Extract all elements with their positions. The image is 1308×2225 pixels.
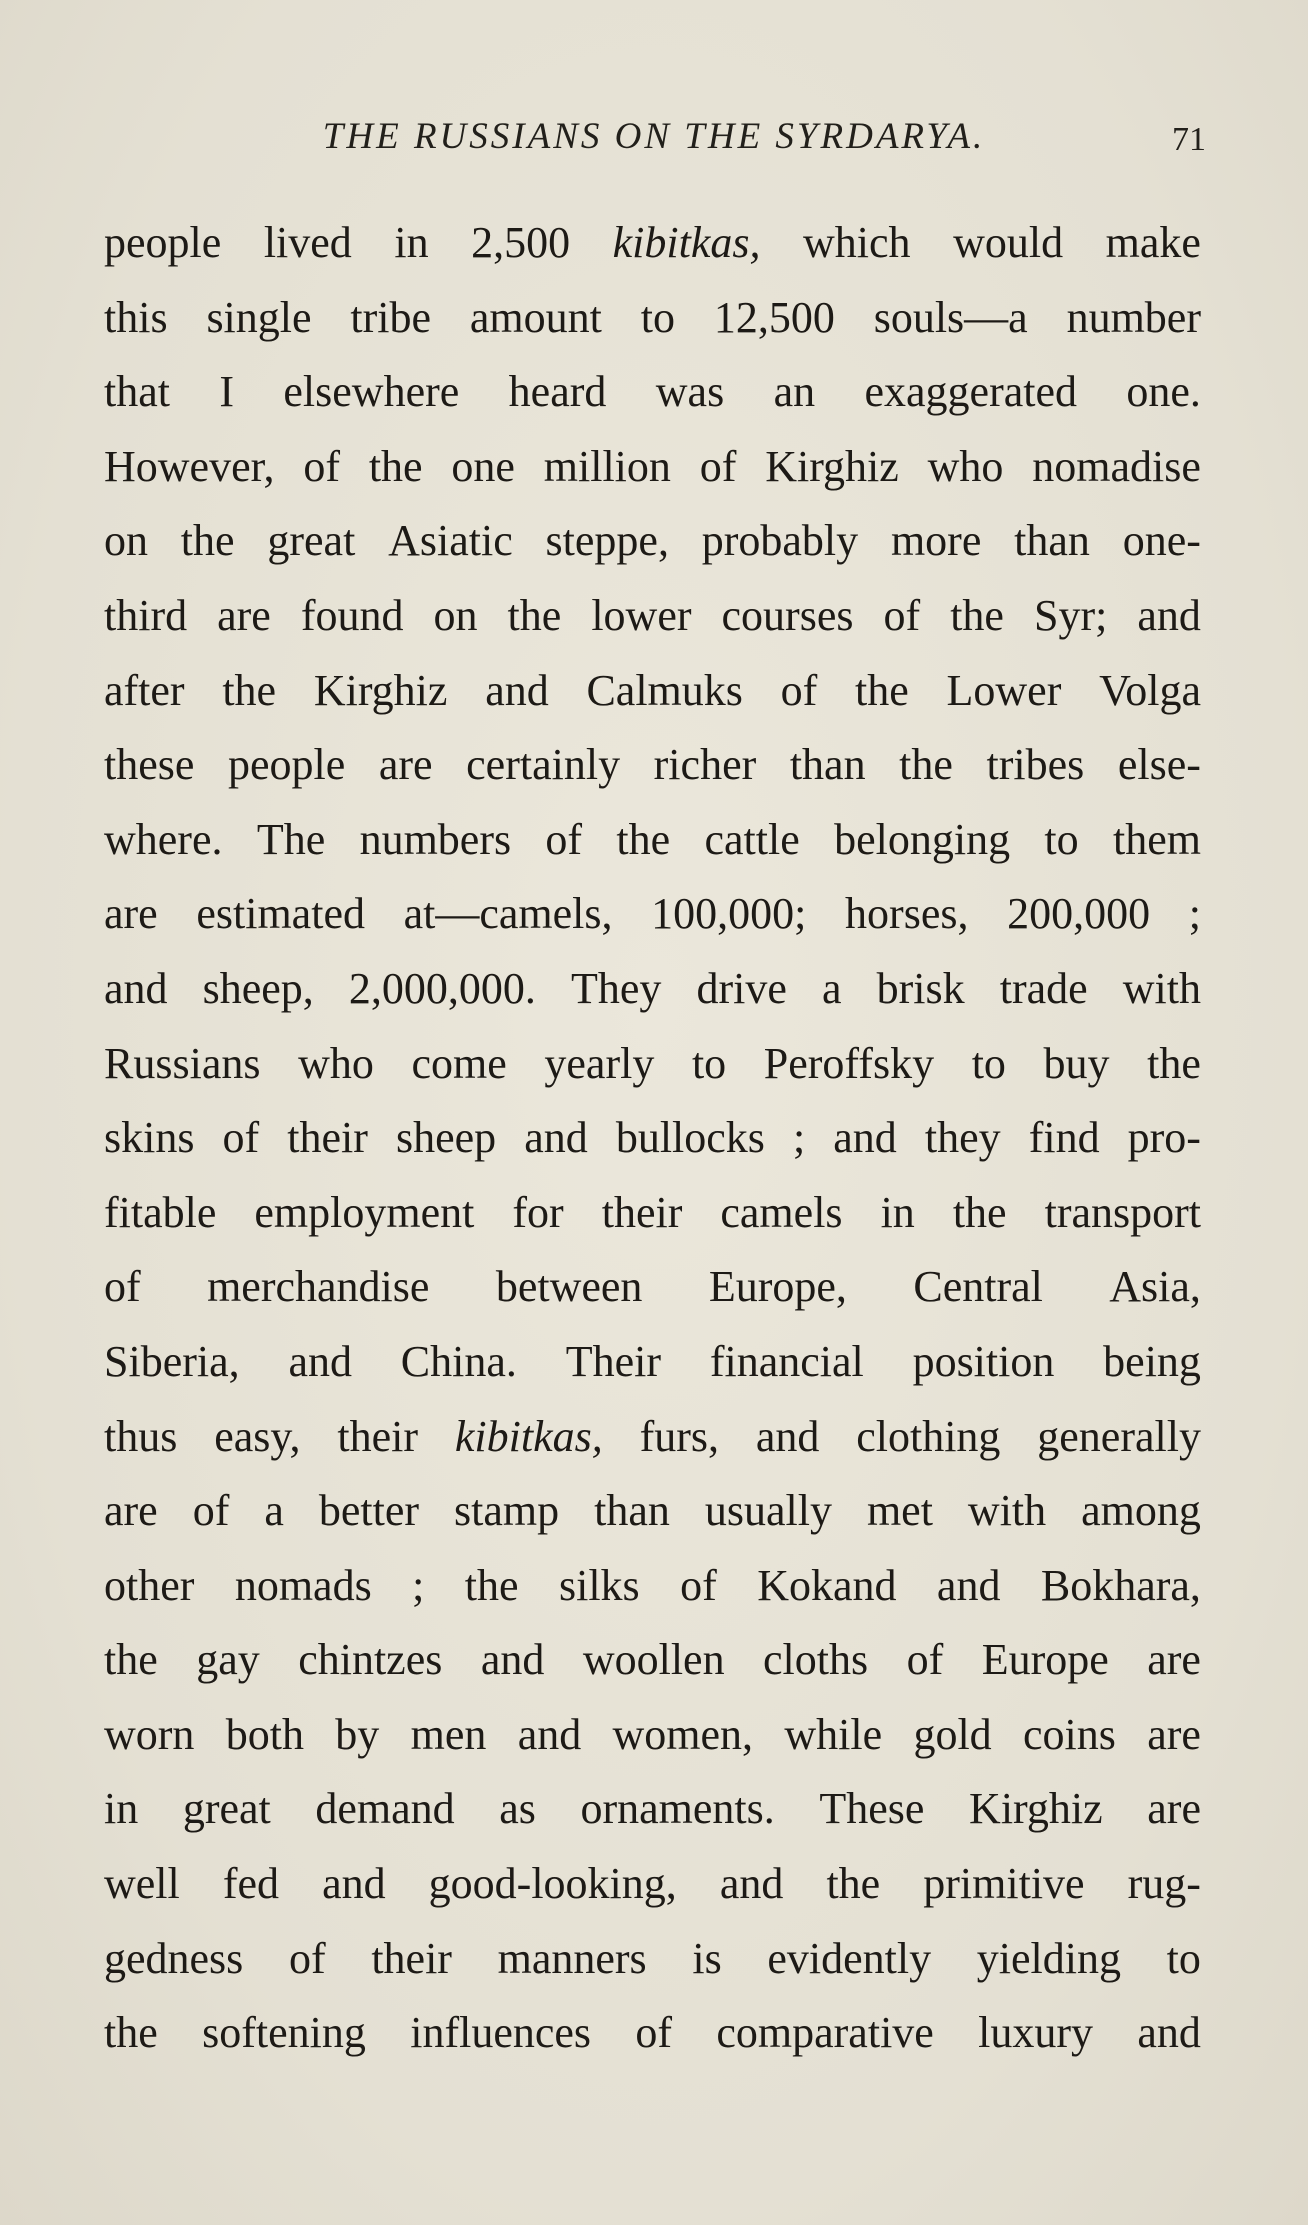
word: Calmuks (586, 665, 743, 715)
word: their (337, 1411, 419, 1461)
word: Asia, (1109, 1262, 1201, 1312)
word: pro- (1127, 1113, 1201, 1163)
word: transport (1044, 1187, 1201, 1237)
word: people (104, 218, 222, 267)
word: on (104, 516, 148, 566)
word: one. (1126, 367, 1201, 417)
word: buy (1043, 1038, 1110, 1088)
word: elsewhere (283, 367, 460, 417)
word: the (616, 814, 671, 864)
word: financial (709, 1336, 864, 1386)
word: are (1147, 1709, 1201, 1759)
word: softening (202, 2008, 366, 2058)
word: single (206, 292, 312, 342)
text-line (104, 803, 1201, 878)
word: than (1014, 516, 1090, 566)
word: between (495, 1262, 643, 1312)
word: However, (104, 441, 275, 491)
word: souls—a (873, 292, 1028, 342)
running-title: THE RUSSIANS ON THE SYRDARYA. (322, 116, 986, 157)
word: and (524, 1113, 588, 1163)
word: probably (701, 516, 859, 566)
text-line (104, 728, 1201, 803)
word: generally (1037, 1411, 1201, 1461)
word: to (640, 292, 675, 342)
text-line (104, 1027, 1201, 1102)
word: men (410, 1709, 487, 1759)
word: great (267, 516, 356, 566)
text-line (104, 355, 1201, 430)
word: to (971, 1038, 1006, 1088)
text-line (104, 654, 1201, 729)
word: brisk (876, 963, 965, 1013)
word: kibitkas, (454, 1411, 603, 1461)
word: cloths (763, 1635, 869, 1685)
text-line (104, 206, 1201, 281)
word: a (264, 1486, 284, 1536)
word: are (217, 590, 271, 640)
word: are (1147, 1784, 1201, 1834)
word: ; (412, 1560, 425, 1610)
word: Kirghiz (969, 1784, 1103, 1834)
word: after (104, 665, 185, 715)
word: them (1112, 814, 1201, 864)
word: the (899, 740, 953, 790)
word: the (104, 2008, 158, 2058)
word: number (1066, 292, 1201, 342)
word: and (719, 1859, 784, 1909)
word: Kirghiz (313, 665, 448, 715)
word: among (1081, 1486, 1201, 1536)
text-line (104, 1772, 1201, 1847)
word: both (225, 1709, 304, 1759)
word: on (433, 590, 478, 640)
word: employment (254, 1187, 475, 1237)
word: They (571, 963, 662, 1013)
text-line (104, 1698, 1201, 1773)
word: come (411, 1038, 507, 1088)
word: are (378, 740, 433, 790)
word: with (1122, 963, 1201, 1013)
text-line (104, 877, 1201, 952)
word: women, (612, 1709, 754, 1759)
text-line (104, 1250, 1201, 1325)
text-line (104, 504, 1201, 579)
word: courses (721, 590, 854, 640)
word: the (222, 665, 277, 715)
word: was (655, 367, 725, 417)
word: primitive (923, 1859, 1085, 1909)
word: Russians (104, 1038, 261, 1088)
word: is (692, 1933, 722, 1983)
word: and (485, 665, 549, 715)
word: Kirghiz (765, 441, 899, 491)
word: woollen (582, 1635, 725, 1685)
text-line (104, 1922, 1201, 1997)
word: this (104, 292, 168, 342)
word: skins (104, 1113, 195, 1163)
word: rug- (1127, 1859, 1201, 1909)
word: easy, (214, 1411, 301, 1461)
text-line (104, 1400, 1201, 1475)
word: found (300, 590, 404, 640)
text-line (104, 1325, 1201, 1400)
word: and (104, 963, 168, 1013)
word: than (594, 1486, 670, 1536)
word: and (288, 1336, 352, 1386)
word: their (287, 1113, 368, 1163)
word: camels (720, 1187, 843, 1237)
word: of (303, 441, 340, 491)
word: to (1044, 814, 1079, 864)
word: of (780, 665, 818, 715)
word: and (480, 1635, 545, 1685)
word: the (952, 1187, 1007, 1237)
text-line (104, 1101, 1201, 1176)
word: met (866, 1486, 933, 1536)
word: in (394, 218, 429, 267)
word: Kokand (757, 1560, 897, 1610)
word: where. (104, 814, 223, 864)
word: influences (410, 2008, 592, 2058)
word: ornaments. (580, 1784, 775, 1834)
word: gold (913, 1709, 992, 1759)
word: would (953, 218, 1064, 267)
text-line (104, 1176, 1201, 1251)
word: to (691, 1038, 727, 1088)
word: tribes (986, 740, 1085, 790)
word: kibitkas, (612, 218, 761, 267)
text-line (104, 579, 1201, 654)
word: ; (1188, 889, 1201, 939)
word: for (512, 1187, 564, 1237)
word: the (180, 516, 235, 566)
word: and (322, 1859, 386, 1909)
word: the (464, 1560, 519, 1610)
word: sheep (395, 1113, 497, 1163)
word: of (680, 1560, 717, 1610)
word: of (192, 1486, 230, 1536)
word: stamp (454, 1486, 560, 1536)
word: make (1105, 218, 1201, 267)
word: one- (1122, 516, 1201, 566)
word: evidently (767, 1933, 932, 1983)
word: other (104, 1560, 195, 1610)
word: are (104, 889, 158, 939)
word: fed (222, 1859, 280, 1909)
word: good-looking, (428, 1859, 677, 1909)
word: These (819, 1784, 925, 1834)
word: and (833, 1113, 897, 1163)
word: and (1137, 590, 1201, 640)
word: bullocks (615, 1113, 765, 1163)
word: Central (913, 1262, 1043, 1312)
text-line (104, 952, 1201, 1027)
word: by (335, 1709, 380, 1759)
word: Bokhara, (1040, 1560, 1201, 1610)
word: the (104, 1635, 158, 1685)
word: trade (999, 963, 1088, 1013)
word: horses, (845, 889, 969, 939)
word: of (545, 814, 583, 864)
word: in (880, 1187, 915, 1237)
word: coins (1023, 1709, 1116, 1759)
word: and (755, 1411, 820, 1461)
word: at—camels, (403, 889, 613, 939)
word: manners (497, 1933, 647, 1983)
text-line (104, 1549, 1201, 1624)
word: fitable (104, 1187, 217, 1237)
word: of (699, 441, 737, 491)
word: cattle (704, 814, 800, 864)
word: while (784, 1709, 883, 1759)
word: million (543, 441, 671, 491)
word: of (635, 2008, 673, 2058)
word: ; (792, 1113, 806, 1163)
word: amount (469, 292, 602, 342)
text-line (104, 1474, 1201, 1549)
word: these (104, 740, 195, 790)
word: furs, (639, 1411, 719, 1461)
word: the (1147, 1038, 1201, 1088)
word: gay (196, 1635, 260, 1685)
word: numbers (359, 814, 512, 864)
word: of (906, 1635, 944, 1685)
word: belonging (834, 814, 1011, 864)
word: that (104, 367, 170, 417)
word: great (182, 1784, 271, 1834)
word: 12,500 (713, 292, 835, 342)
word: with (967, 1486, 1047, 1536)
running-head (104, 112, 1204, 162)
word: 200,000 (1007, 889, 1151, 939)
word: 100,000; (651, 889, 807, 939)
word: find (1028, 1113, 1100, 1163)
word: who (927, 441, 1004, 491)
word: heard (508, 367, 607, 417)
word: position (912, 1336, 1055, 1386)
word: one (451, 441, 515, 491)
word: and (517, 1709, 582, 1759)
word: merchandise (207, 1262, 430, 1312)
word: are (1147, 1635, 1201, 1685)
word: which (803, 218, 911, 267)
word: of (222, 1113, 260, 1163)
word: thus (104, 1411, 178, 1461)
word: The (256, 814, 326, 864)
text-line (104, 281, 1201, 356)
word: and (936, 1560, 1001, 1610)
word: the (855, 665, 909, 715)
word: demand (315, 1784, 455, 1834)
word: Their (565, 1336, 662, 1386)
word: Lower (946, 665, 1062, 715)
word: as (499, 1784, 536, 1834)
word: tribe (350, 292, 432, 342)
word: well (104, 1859, 180, 1909)
word: yearly (544, 1038, 655, 1088)
word: being (1103, 1336, 1201, 1386)
word: to (1166, 1933, 1201, 1983)
word: lower (591, 590, 692, 640)
word: Siberia, (104, 1336, 240, 1386)
word: of (288, 1933, 326, 1983)
text-line (104, 1996, 1201, 2071)
word: estimated (196, 889, 365, 939)
word: else- (1117, 740, 1201, 790)
word: worn (104, 1709, 195, 1759)
word: silks (558, 1560, 640, 1610)
word: a (822, 963, 842, 1013)
word: chintzes (298, 1635, 443, 1685)
text-line (104, 1623, 1201, 1698)
word: Europe (981, 1635, 1109, 1685)
word: their (371, 1933, 452, 1983)
word: more (890, 516, 982, 566)
word: of (104, 1262, 141, 1312)
word: Volga (1099, 665, 1201, 715)
word: they (924, 1113, 1001, 1163)
word: comparative (716, 2008, 934, 2058)
word: Europe, (708, 1262, 847, 1312)
word: Syr; (1033, 590, 1108, 640)
text-line (104, 1847, 1201, 1922)
word: are (104, 1486, 158, 1536)
word: than (789, 740, 866, 790)
word: exaggerated (864, 367, 1078, 417)
word: richer (653, 740, 757, 790)
word: their (601, 1187, 683, 1237)
word: an (773, 367, 816, 417)
word: steppe, (545, 516, 669, 566)
page-number: 71 (1172, 121, 1206, 158)
word: the (368, 441, 423, 491)
word: the (950, 590, 1004, 640)
word: drive (696, 963, 787, 1013)
word: yielding (976, 1933, 1121, 1983)
word: luxury (978, 2008, 1094, 2058)
word: better (318, 1486, 420, 1536)
word: lived (263, 218, 352, 267)
word: 2,500 (471, 218, 571, 267)
word: the (826, 1859, 881, 1909)
word: certainly (466, 740, 621, 790)
word: China. (400, 1336, 517, 1386)
word: nomads (234, 1560, 372, 1610)
word: sheep, (202, 963, 314, 1013)
text-line (104, 430, 1201, 505)
word: usually (704, 1486, 832, 1536)
word: nomadise (1032, 441, 1201, 491)
word: people (227, 740, 346, 790)
word: third (104, 590, 188, 640)
word: of (883, 590, 921, 640)
word: in (104, 1784, 139, 1834)
word: 2,000,000. (348, 963, 536, 1013)
body-text (104, 206, 1201, 2071)
word: the (507, 590, 562, 640)
word: gedness (104, 1933, 244, 1983)
word: Asiatic (388, 516, 513, 566)
word: clothing (856, 1411, 1001, 1461)
word: and (1137, 2008, 1201, 2058)
word: Peroffsky (763, 1038, 935, 1088)
word: I (219, 367, 235, 417)
word: who (298, 1038, 374, 1088)
